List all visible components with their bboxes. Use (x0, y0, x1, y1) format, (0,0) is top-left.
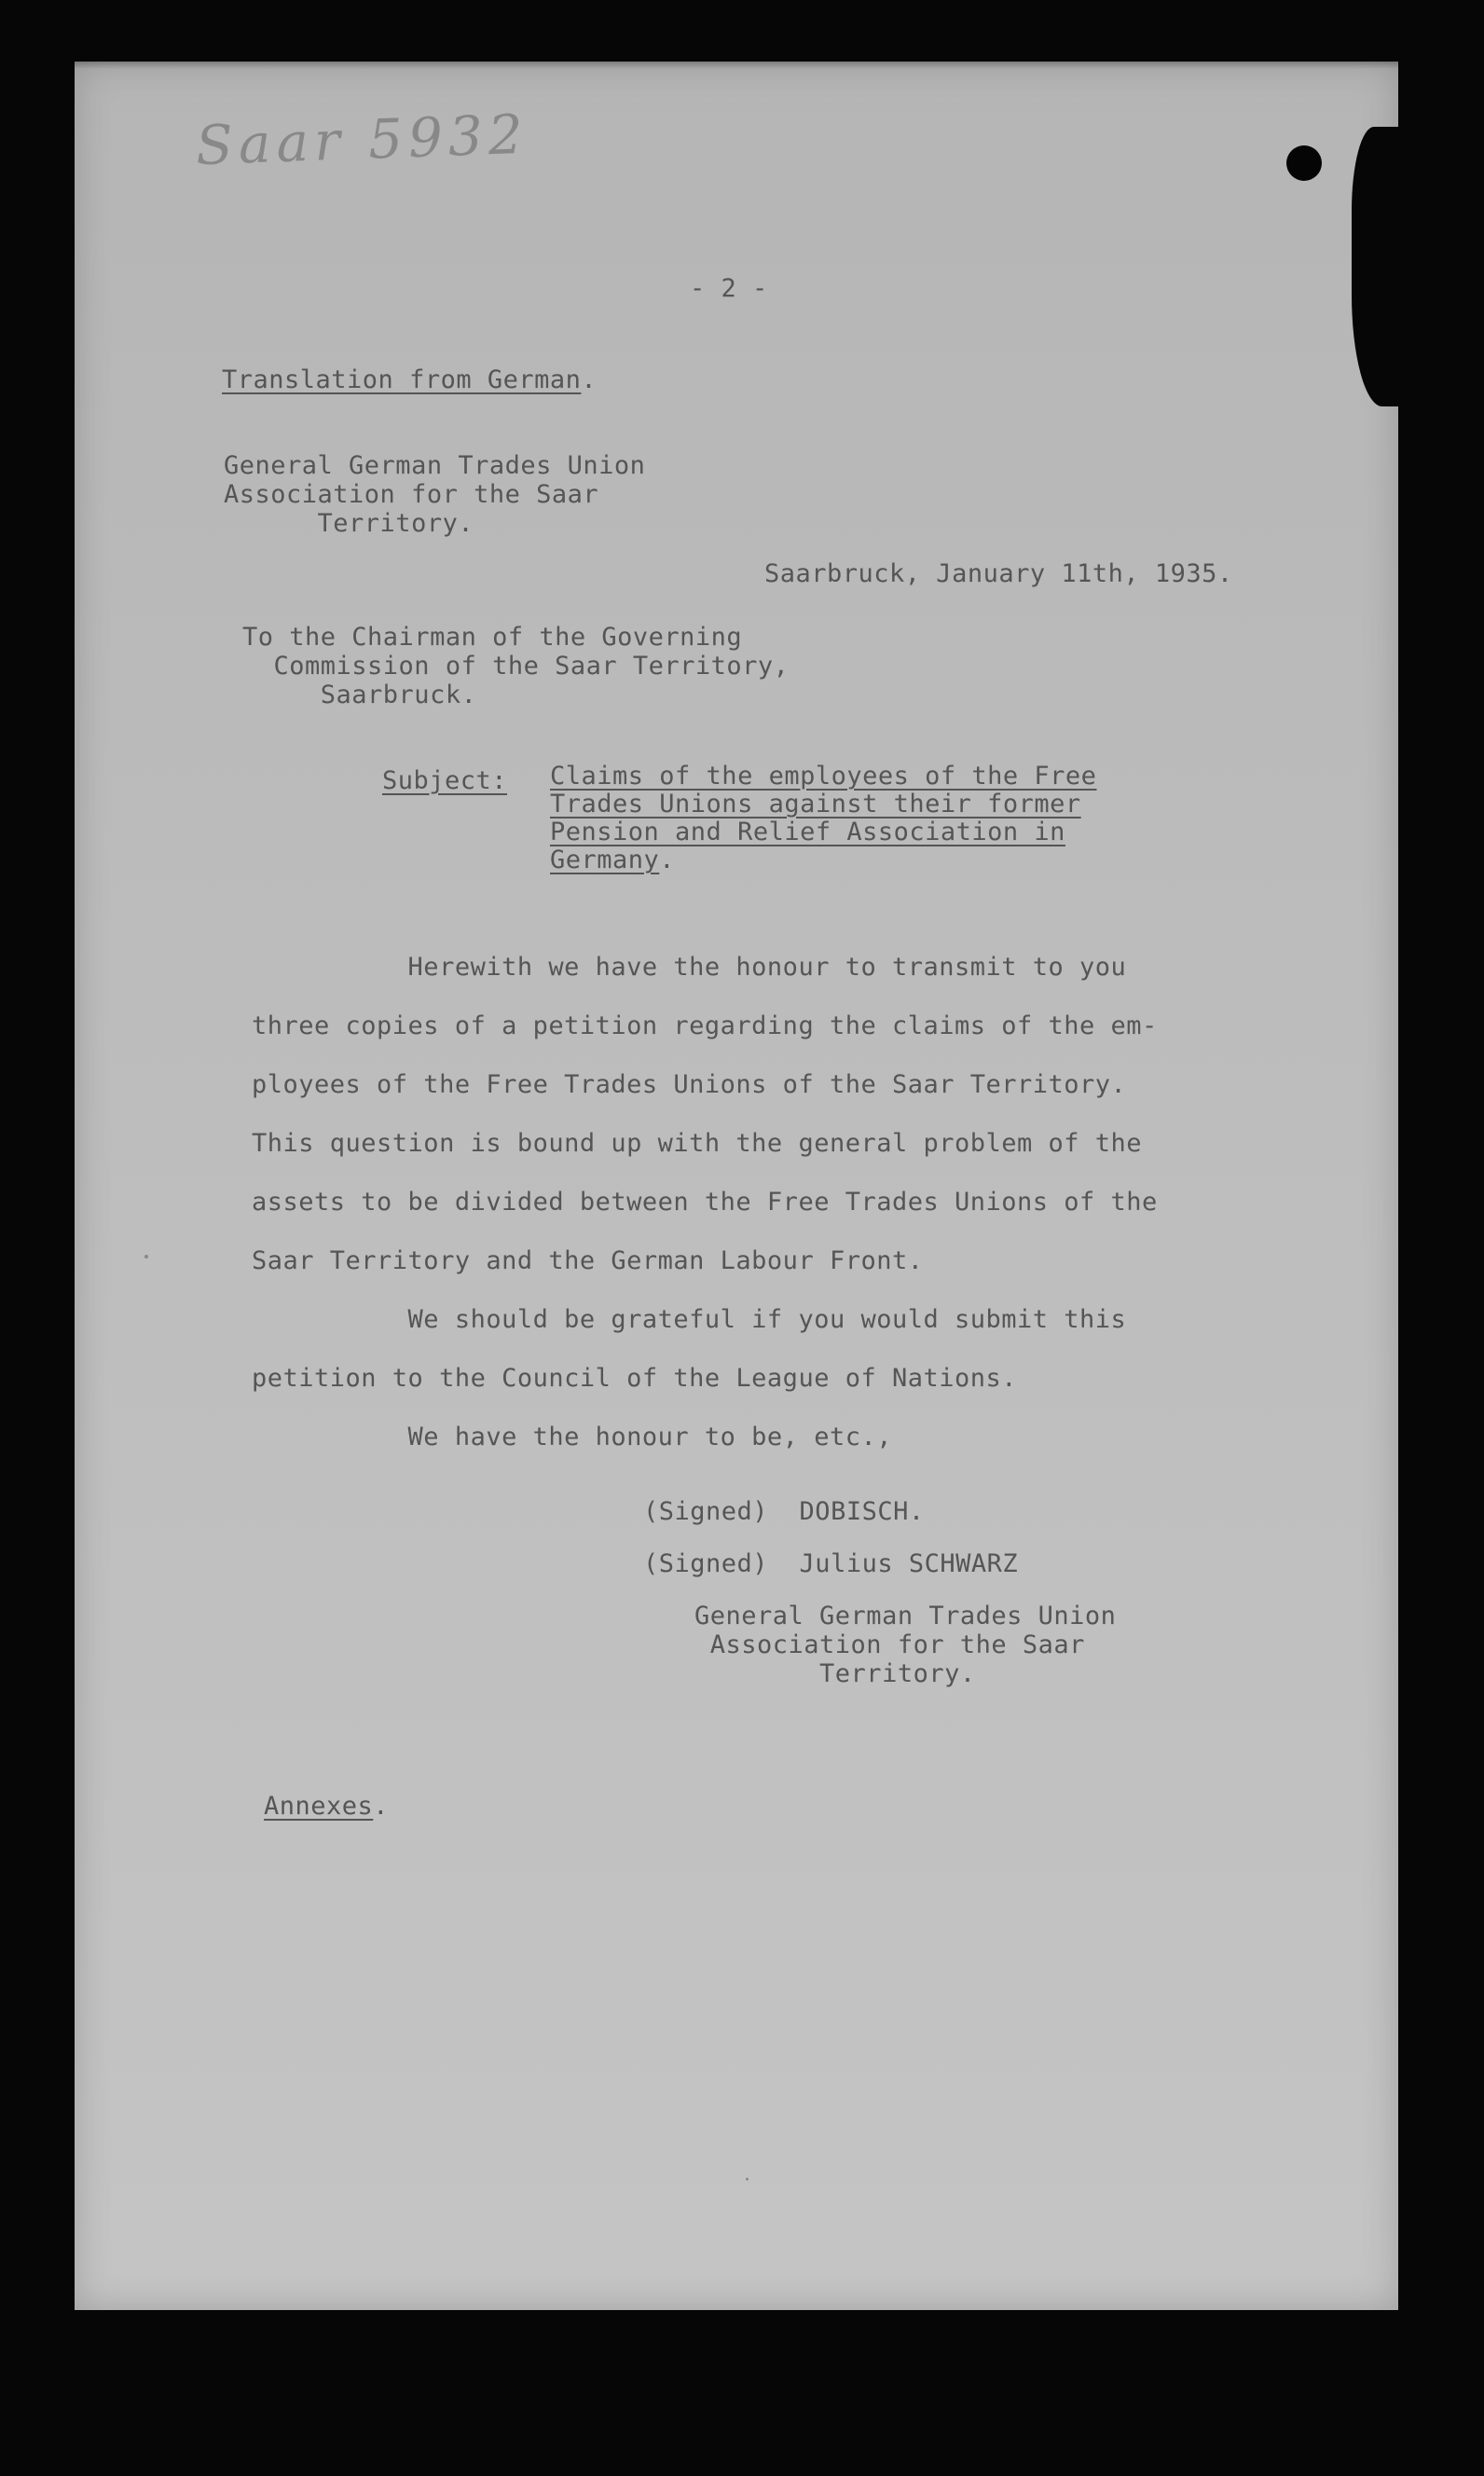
body-line: Herewith we have the honour to transmit to you (252, 953, 1127, 982)
heading-text: Translation from German (222, 365, 582, 394)
signatory-organization (694, 1602, 1116, 1688)
subject-line-last: Germany. (550, 846, 676, 874)
document-heading: Translation from German. (222, 365, 598, 394)
paper-edge-shadow (75, 62, 1398, 69)
body-line: assets to be divided between the Free Trades Unions of the (252, 1188, 1158, 1217)
annexes-text: Annexes (264, 1792, 374, 1821)
subject-line: Germany (550, 846, 660, 874)
subject-line: Pension and Relief Association in (550, 818, 1065, 846)
addressee-line: Saarbruck. (242, 681, 477, 709)
sender-line: Association for the Saar (224, 480, 599, 509)
body-line: Saar Territory and the German Labour Front. (252, 1246, 924, 1275)
signature-dobisch: (Signed) DOBISCH. (643, 1497, 925, 1526)
subject-line: Trades Unions against their former (550, 790, 1081, 818)
scan-speck (746, 2178, 749, 2180)
signatory-line: Territory. (694, 1659, 976, 1688)
handwritten-note: Saar 5932 (194, 102, 529, 178)
punch-hole (1286, 145, 1322, 181)
body-line: ployees of the Free Trades Unions of the Saar Territory. (252, 1070, 1127, 1099)
body-line: This question is bound up with the general problem of the (252, 1129, 1143, 1158)
annexes-label: Annexes. (264, 1792, 390, 1821)
subject-text (550, 763, 1096, 874)
subject-label (382, 766, 507, 795)
sender-line: Territory. (224, 509, 474, 538)
addressee-line: Commission of the Saar Territory, (242, 652, 790, 681)
body-line: We have the honour to be, etc., (252, 1423, 892, 1451)
signatory-line: General German Trades Union (694, 1602, 1117, 1630)
torn-corner (1352, 127, 1398, 406)
signature-schwarz: (Signed) Julius SCHWARZ (643, 1549, 1019, 1578)
body-line: petition to the Council of the League of Nations. (252, 1364, 1018, 1393)
scan-speck (144, 1255, 148, 1259)
letter-date: Saarbruck, January 11th, 1935. (764, 559, 1233, 588)
body-line: We should be grateful if you would submit this (252, 1305, 1127, 1334)
addressee-line: To the Chairman of the Governing (242, 623, 743, 652)
letter-body (252, 938, 1158, 1466)
sender-block (224, 451, 645, 538)
signatory-line: Association for the Saar (694, 1630, 1085, 1659)
addressee-block (242, 623, 789, 709)
sender-line: General German Trades Union (224, 451, 646, 480)
page-number: - 2 - (690, 274, 768, 303)
subject-line: Claims of the employees of the Free (550, 762, 1097, 791)
body-line: three copies of a petition regarding the claims of the em- (252, 1011, 1158, 1040)
document-page (75, 62, 1398, 2310)
subject-label-text: Subject: (382, 766, 508, 795)
